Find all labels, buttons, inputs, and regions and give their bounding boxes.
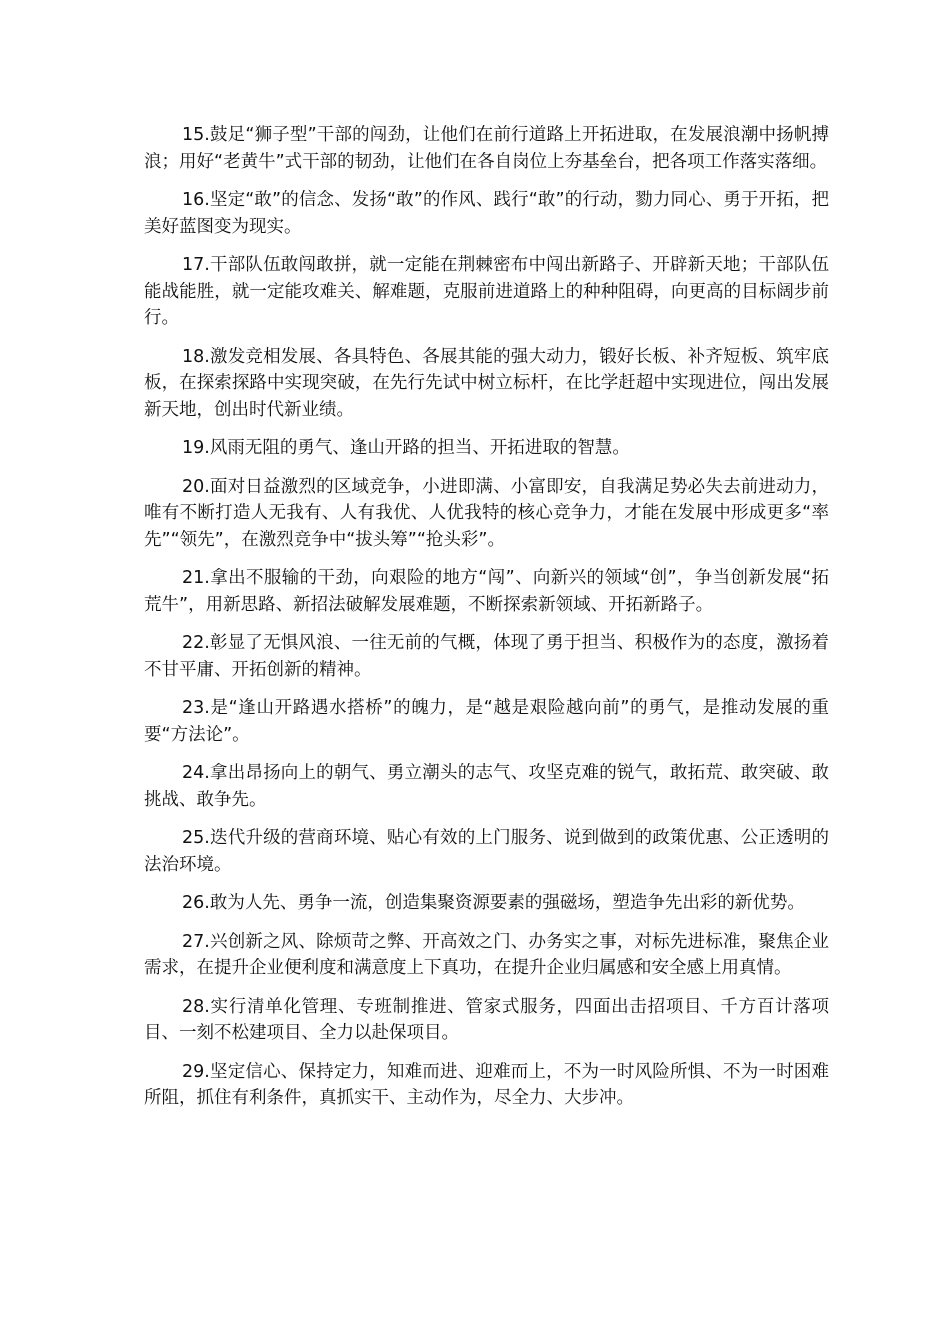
paragraph-27: 27.兴创新之风、除烦苛之弊、开高效之门、办务实之事，对标先进标准，聚焦企业需求，在提升企业便利度和满意度上下真功，在提升企业归属感和安全感上用真情。: [144, 931, 829, 978]
paragraph-24: 24.拿出昂扬向上的朝气、勇立潮头的志气、攻坚克难的锐气，敢拓荒、敢突破、敢挑战、敢争先。: [144, 763, 829, 810]
paragraph-19: 19.风雨无阻的勇气、逢山开路的担当、开拓进取的智慧。: [182, 438, 630, 458]
paragraph-21: 21.拿出不服输的干劲，向艰险的地方“闯”、向新兴的领域“创”，争当创新发展“拓荒牛”，用新思路、新招法破解发展难题，不断探索新领域、开拓新路子。: [144, 568, 829, 615]
document-body: [144, 122, 829, 1124]
paragraph-17: 17.干部队伍敢闯敢拼，就一定能在荆棘密布中闯出新路子、开辟新天地；干部队伍能战能胜，就一定能攻难关、解难题，克服前进道路上的种种阻碍，向更高的目标阔步前行。: [144, 255, 829, 328]
paragraph-18: 18.激发竞相发展、各具特色、各展其能的强大动力，锻好长板、补齐短板、筑牢底板，在探索探路中实现突破，在先行先试中树立标杆，在比学赶超中实现进位，闯出发展新天地，创出时代新业绩。: [144, 346, 829, 420]
paragraph-22: 22.彰显了无惧风浪、一往无前的气概，体现了勇于担当、积极作为的态度，激扬着不甘平庸、开拓创新的精神。: [144, 633, 829, 680]
paragraph-28: 28.实行清单化管理、专班制推进、管家式服务，四面出击招项目、千方百计落项目、一刻不松建项目、全力以赴保项目。: [144, 996, 829, 1043]
paragraph-20: 20.面对日益激烈的区域竞争，小进即满、小富即安，自我满足势必失去前进动力，唯有不断打造人无我有、人有我优、人优我特的核心竞争力，才能在发展中形成更多“率先”“领先”，在激烈竞争中“拔头筹”“抢头彩”。: [144, 476, 829, 550]
paragraph-15: 15.鼓足“狮子型”干部的闯劲，让他们在前行道路上开拓进取，在发展浪潮中扬帆搏浪；用好“老黄牛”式干部的韧劲，让他们在各自岗位上夯基垒台，把各项工作落实落细。: [144, 125, 829, 172]
paragraph-16: 16.坚定“敢”的信念、发扬“敢”的作风、践行“敢”的行动，勠力同心、勇于开拓，把美好蓝图变为现实。: [144, 190, 829, 237]
paragraph-26: 26.敢为人先、勇争一流，创造集聚资源要素的强磁场，塑造争先出彩的新优势。: [182, 893, 805, 913]
paragraph-29: 29.坚定信心、保持定力，知难而进、迎难而上，不为一时风险所惧、不为一时困难所阻，抓住有利条件，真抓实干、主动作为，尽全力、大步冲。: [144, 1061, 829, 1108]
paragraph-25: 25.迭代升级的营商环境、贴心有效的上门服务、说到做到的政策优惠、公正透明的法治环境。: [144, 828, 829, 875]
paragraph-23: 23.是“逢山开路遇水搭桥”的魄力，是“越是艰险越向前”的勇气，是推动发展的重要“方法论”。: [144, 698, 829, 745]
